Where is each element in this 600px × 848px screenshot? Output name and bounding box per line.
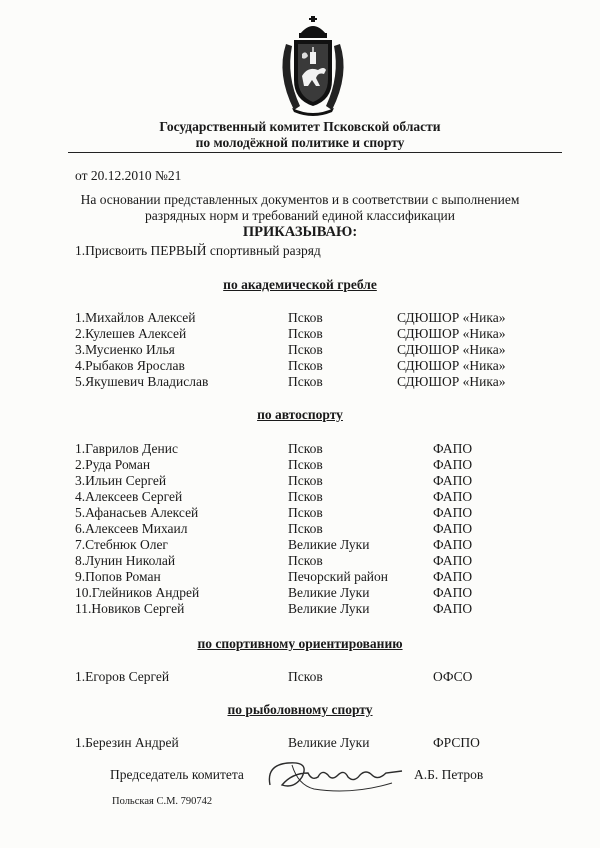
athlete-name: 5.Якушевич Владислав (75, 374, 209, 389)
athlete-club: ФАПО (433, 505, 473, 520)
athlete-city: Псков (288, 489, 323, 504)
athlete-city: Псков (288, 521, 323, 536)
athlete-club: ФАПО (433, 585, 473, 600)
athlete-club: ОФСО (433, 669, 473, 684)
section-title-orienteering: по спортивному ориентированию (197, 636, 403, 651)
table-row (0, 358, 600, 374)
athlete-club: ФАПО (433, 537, 473, 552)
athlete-club: СДЮШОР «Ника» (397, 374, 506, 389)
athlete-name: 4.Рыбаков Ярослав (75, 358, 185, 373)
chairman-title: Председатель комитета (110, 767, 244, 782)
athlete-name: 1.Егоров Сергей (75, 669, 170, 684)
athlete-city: Псков (288, 457, 323, 472)
athlete-name: 10.Глейников Андрей (75, 585, 200, 600)
athlete-name: 1.Березин Андрей (75, 735, 179, 750)
athlete-city: Псков (288, 374, 323, 389)
table-row (0, 585, 600, 601)
athlete-city: Псков (288, 505, 323, 520)
athlete-city: Псков (288, 473, 323, 488)
athlete-club: ФАПО (433, 569, 473, 584)
athlete-name: 4.Алексеев Сергей (75, 489, 183, 504)
header-rule (68, 152, 562, 153)
athlete-club: СДЮШОР «Ника» (397, 342, 506, 357)
athlete-club: СДЮШОР «Ника» (397, 326, 506, 341)
athlete-name: 1.Михайлов Алексей (75, 310, 196, 325)
table-row (0, 553, 600, 569)
athlete-club: СДЮШОР «Ника» (397, 358, 506, 373)
athlete-name: 9.Попов Роман (75, 569, 161, 584)
athlete-name: 5.Афанасьев Алексей (75, 505, 199, 520)
athlete-club: ФАПО (433, 441, 473, 456)
athlete-city: Великие Луки (288, 601, 370, 616)
athlete-club: ФАПО (433, 521, 473, 536)
athlete-city: Псков (288, 441, 323, 456)
athlete-city: Псков (288, 669, 323, 684)
table-row (0, 374, 600, 390)
table-row (0, 441, 600, 457)
order-command: ПРИКАЗЫВАЮ: (242, 224, 358, 240)
table-row (0, 669, 600, 685)
coat-of-arms-icon (272, 14, 354, 118)
section-title-motorsport: по автоспорту (257, 407, 343, 422)
table-row (0, 489, 600, 505)
order-item-1: 1.Присвоить ПЕРВЫЙ спортивный разряд (75, 243, 321, 258)
athlete-name: 2.Кулешев Алексей (75, 326, 187, 341)
athlete-club: ФАПО (433, 601, 473, 616)
table-row (0, 569, 600, 585)
athlete-city: Псков (288, 310, 323, 325)
table-row (0, 473, 600, 489)
preamble-line1: На основании представленных документов и в соответствии с выполнением (80, 192, 520, 207)
section-title-rowing: по академической гребле (223, 277, 377, 292)
athlete-club: СДЮШОР «Ника» (397, 310, 506, 325)
table-row (0, 735, 600, 751)
athlete-city: Великие Луки (288, 735, 370, 750)
athlete-name: 7.Стебнюк Олег (75, 537, 168, 552)
athlete-name: 1.Гаврилов Денис (75, 441, 178, 456)
athlete-name: 2.Руда Роман (75, 457, 151, 472)
organization-name-line1: Государственный комитет Псковской области (159, 119, 441, 134)
order-date-number: от 20.12.2010 №21 (75, 168, 182, 183)
athlete-city: Псков (288, 342, 323, 357)
handwritten-signature (262, 755, 412, 797)
athlete-name: 8.Лунин Николай (75, 553, 176, 568)
table-row (0, 326, 600, 342)
athlete-club: ФАПО (433, 553, 473, 568)
athlete-city: Великие Луки (288, 537, 370, 552)
table-row (0, 505, 600, 521)
athlete-city: Псков (288, 358, 323, 373)
athlete-city: Псков (288, 326, 323, 341)
athlete-city: Псков (288, 553, 323, 568)
preamble-line2: разрядных норм и требований единой классификации (145, 208, 455, 223)
table-row (0, 521, 600, 537)
athlete-name: 11.Новиков Сергей (75, 601, 185, 616)
athlete-name: 6.Алексеев Михаил (75, 521, 188, 536)
organization-name-line2: по молодёжной политике и спорту (195, 135, 405, 150)
chairman-name: А.Б. Петров (414, 767, 484, 782)
table-row (0, 310, 600, 326)
athlete-club: ФАПО (433, 457, 473, 472)
athlete-club: ФАПО (433, 489, 473, 504)
athlete-city: Великие Луки (288, 585, 370, 600)
athlete-city: Печорский район (288, 569, 389, 584)
table-row (0, 457, 600, 473)
athlete-name: 3.Мусиенко Илья (75, 342, 175, 357)
athlete-name: 3.Ильин Сергей (75, 473, 167, 488)
athlete-club: ФРСПО (433, 735, 480, 750)
section-title-fishing: по рыболовному спорту (227, 702, 373, 717)
table-row (0, 342, 600, 358)
table-row (0, 601, 600, 617)
table-row (0, 537, 600, 553)
executor-info: Польская С.М. 790742 (112, 796, 213, 807)
athlete-club: ФАПО (433, 473, 473, 488)
